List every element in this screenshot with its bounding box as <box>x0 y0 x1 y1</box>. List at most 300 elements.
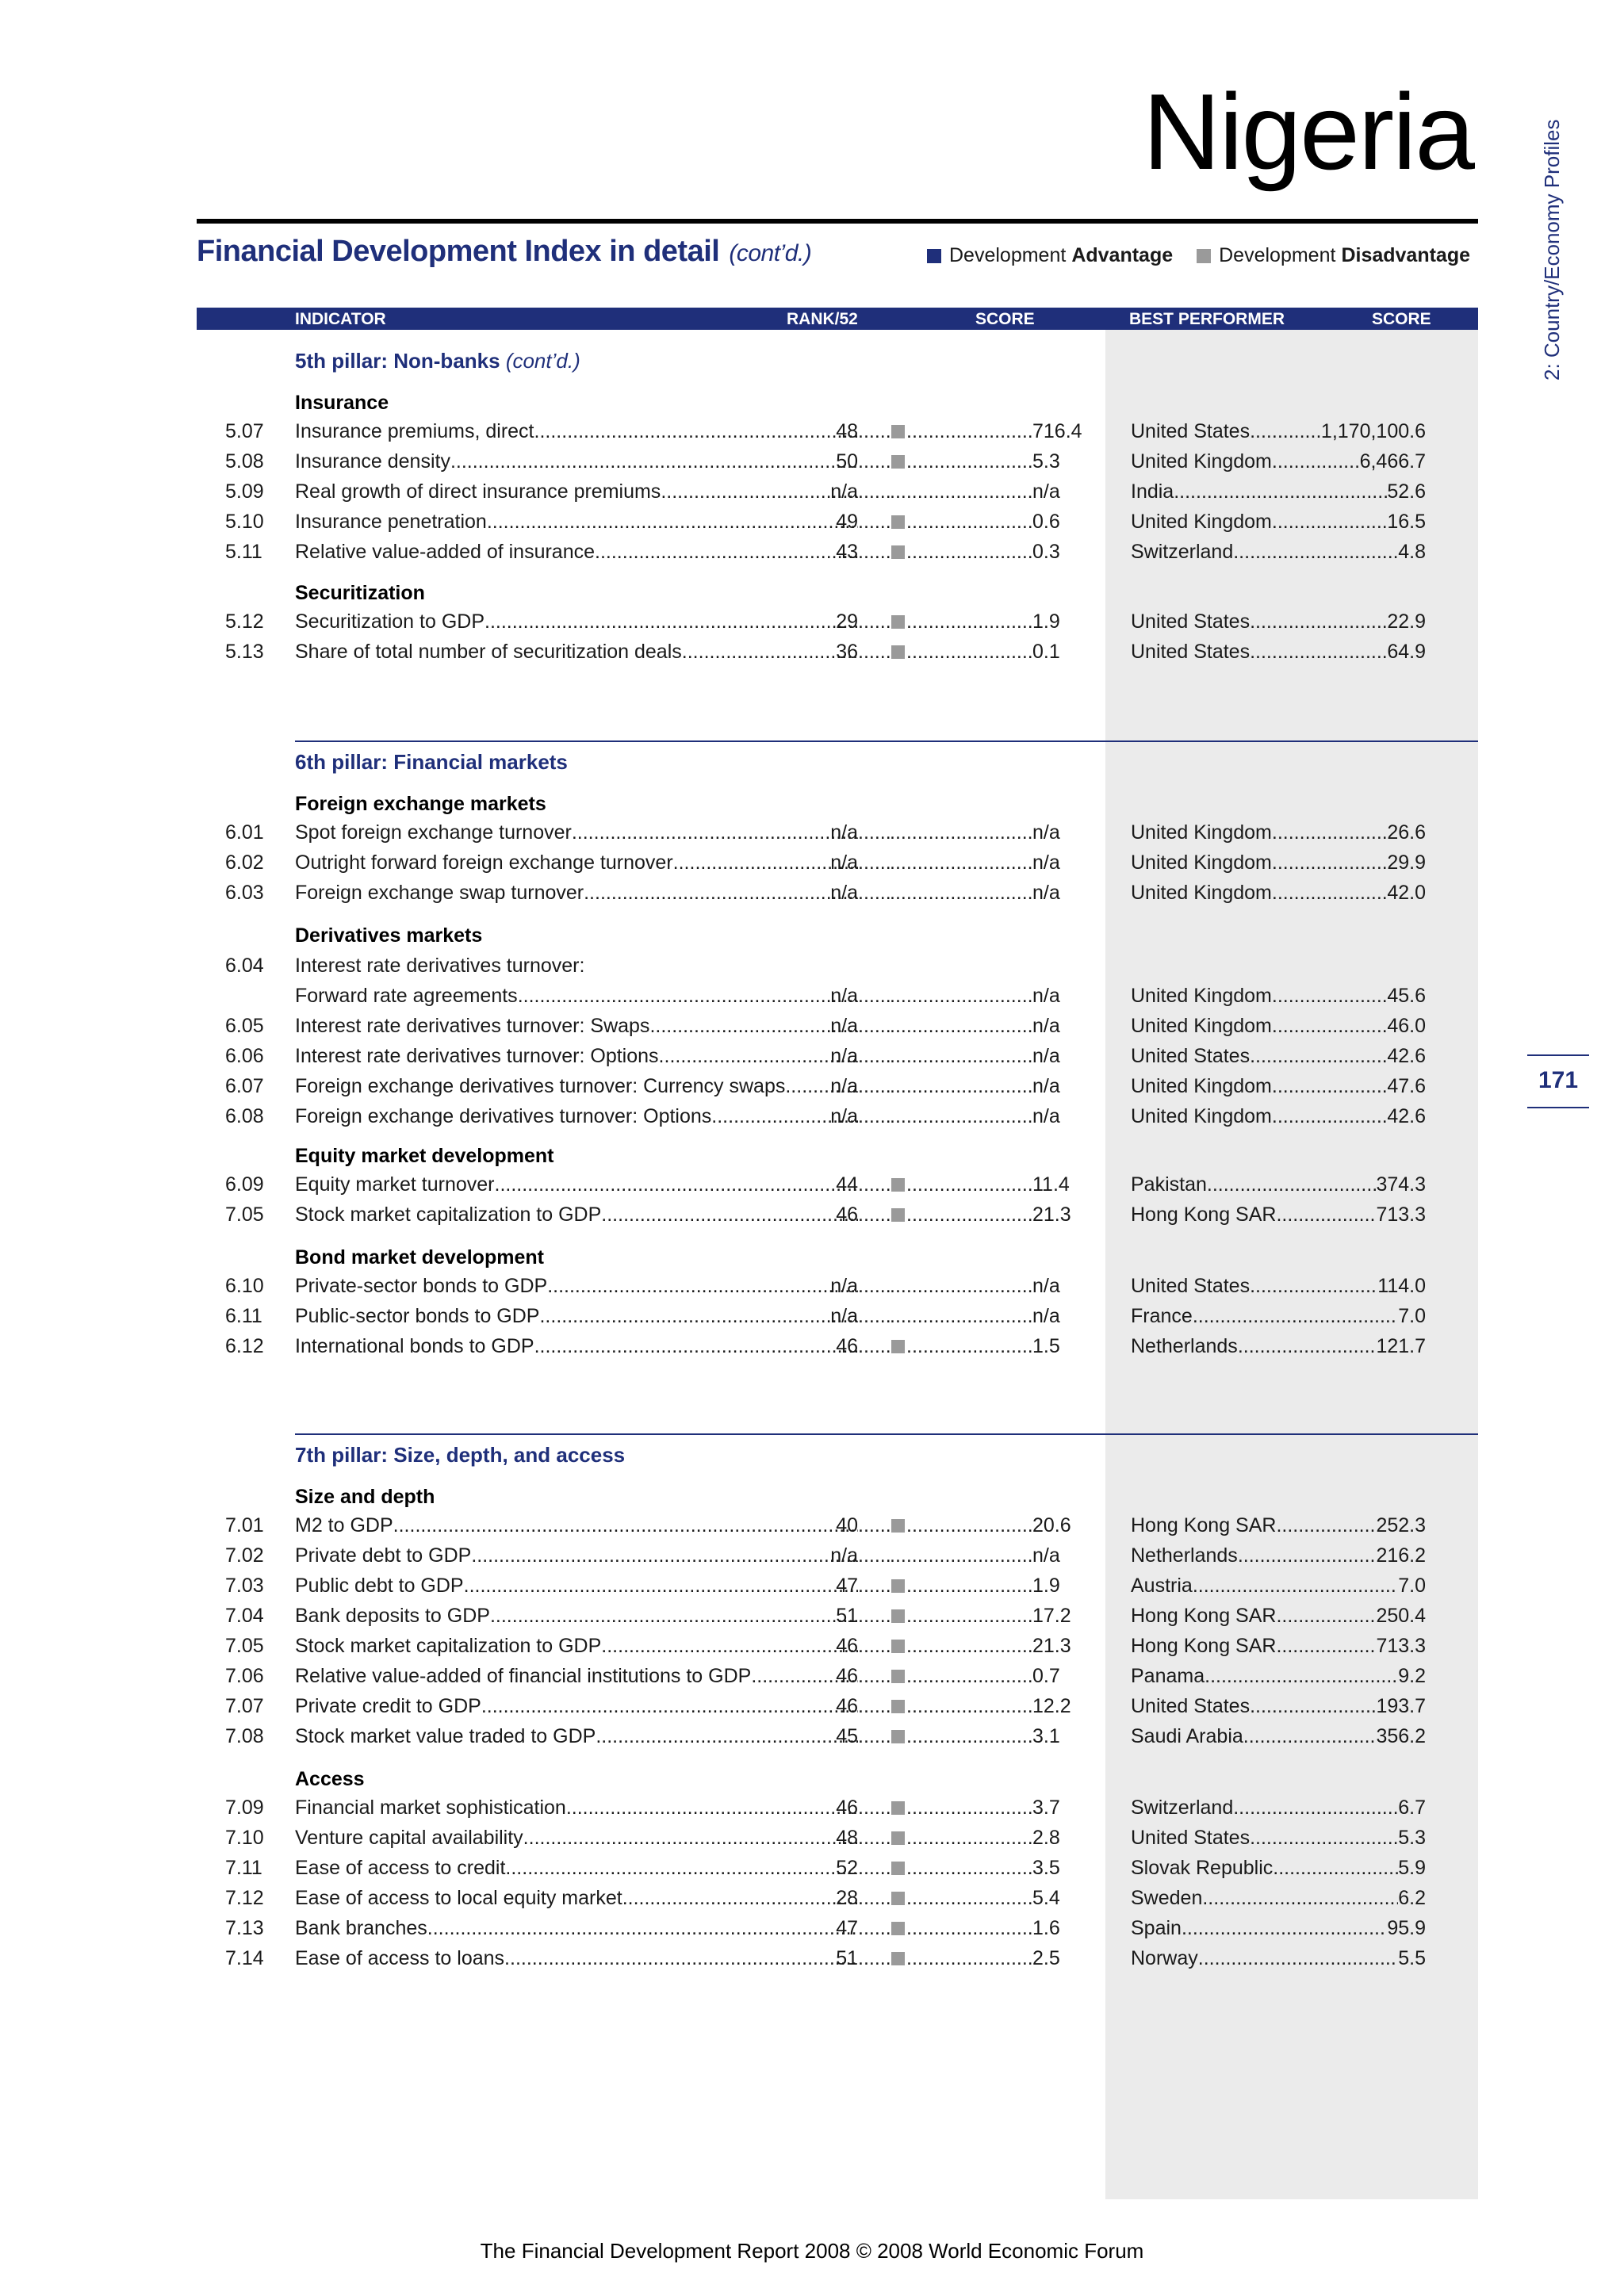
leader-dots <box>1243 1725 1377 1748</box>
rank-value: 36 <box>836 641 858 663</box>
row-indicator <box>295 420 858 443</box>
leader-dots <box>1250 1275 1377 1298</box>
row-indicator <box>295 1725 858 1748</box>
legend <box>903 244 1470 267</box>
leader-dots <box>906 420 1032 443</box>
leader-dots <box>906 450 1032 473</box>
disadvantage-square-icon <box>891 1952 905 1965</box>
leader-dots <box>1272 1075 1387 1098</box>
best-performer-name: United States <box>1131 1045 1251 1067</box>
leader-dots <box>906 1827 1032 1850</box>
leader-dots <box>890 1045 1032 1068</box>
leader-dots <box>1272 882 1387 905</box>
indicator-label: Interest rate derivatives turnover: Swaps <box>295 1015 650 1037</box>
leader-dots <box>858 641 890 664</box>
leader-dots <box>1250 1695 1376 1718</box>
row-indicator-bar <box>858 1827 1032 1850</box>
leader-dots <box>1233 541 1398 564</box>
leader-dots <box>858 1797 890 1820</box>
row-number: 6.02 <box>225 851 264 874</box>
row-indicator-bar <box>858 1947 1032 1970</box>
leader-dots <box>906 511 1032 534</box>
header-best-performer: BEST PERFORMER <box>1129 310 1285 328</box>
rank-value: 49 <box>836 511 858 533</box>
row-score: n/a <box>1032 1305 1060 1327</box>
section-title-cont: (cont’d.) <box>729 240 812 266</box>
leader-dots <box>601 1203 858 1226</box>
row-indicator-bar <box>858 1203 1032 1226</box>
best-performer-score: 121.7 <box>1376 1335 1426 1357</box>
row-indicator <box>295 1203 858 1226</box>
rank-value: n/a <box>830 480 858 503</box>
leader-dots <box>534 1335 858 1358</box>
row-number: 6.08 <box>225 1105 264 1127</box>
pillar-title: 6th pillar: Financial markets <box>295 750 568 774</box>
best-performer <box>1131 1695 1426 1718</box>
best-performer-score: 216.2 <box>1376 1544 1426 1567</box>
row-indicator-bar <box>858 1335 1032 1358</box>
rank-value: 46 <box>836 1203 858 1226</box>
row-number: 7.08 <box>225 1725 264 1747</box>
row-number: 6.11 <box>225 1305 262 1327</box>
row-indicator <box>295 1335 858 1358</box>
leader-dots <box>1174 480 1387 503</box>
header-rank: RANK/52 <box>787 310 858 328</box>
leader-dots <box>518 985 858 1008</box>
row-indicator-bar <box>858 985 1032 1008</box>
leader-dots <box>890 985 1032 1008</box>
section-title-text: Financial Development Index in detail <box>197 235 720 268</box>
best-performer-score: 356.2 <box>1376 1725 1426 1747</box>
leader-dots <box>858 1635 890 1658</box>
best-performer-score: 95.9 <box>1387 1917 1426 1939</box>
best-performer <box>1131 1635 1426 1658</box>
row-indicator <box>295 1827 858 1850</box>
subheading: Foreign exchange markets <box>295 793 546 815</box>
row-indicator <box>295 450 858 473</box>
leader-dots <box>566 1797 858 1820</box>
best-performer <box>1131 1045 1426 1068</box>
rank-value: n/a <box>830 821 858 844</box>
best-performer <box>1131 1947 1426 1970</box>
row-number: 5.07 <box>225 420 264 442</box>
best-performer <box>1131 1827 1426 1850</box>
leader-dots <box>1272 511 1387 534</box>
best-performer-name: Switzerland <box>1131 1797 1234 1819</box>
best-performer-name: Switzerland <box>1131 541 1234 563</box>
disadvantage-square-icon <box>891 1730 905 1743</box>
subheading: Securitization <box>295 582 425 604</box>
leader-dots <box>906 1203 1032 1226</box>
rank-value: 45 <box>836 1725 858 1747</box>
row-number: 5.11 <box>225 541 262 563</box>
leader-dots <box>906 1725 1032 1748</box>
row-number: 7.07 <box>225 1695 264 1717</box>
best-performer <box>1131 1917 1426 1940</box>
best-performer-score: 52.6 <box>1387 480 1426 503</box>
leader-dots <box>1276 1514 1376 1537</box>
row-indicator-bar <box>858 1725 1032 1748</box>
leader-dots <box>858 1857 890 1880</box>
row-indicator-bar <box>858 1544 1032 1567</box>
rank-value: 48 <box>836 1827 858 1849</box>
disadvantage-square-icon <box>891 1579 905 1593</box>
best-performer-name: Pakistan <box>1131 1173 1207 1196</box>
leader-dots <box>890 1105 1032 1128</box>
leader-dots <box>1273 1857 1398 1880</box>
row-indicator <box>295 1173 858 1196</box>
disadvantage-square-icon <box>891 1670 905 1683</box>
best-performer-name: Hong Kong SAR <box>1131 1605 1277 1627</box>
best-performer-score: 6.2 <box>1398 1887 1426 1909</box>
best-performer-name: India <box>1131 480 1174 503</box>
row-number: 7.13 <box>225 1917 264 1939</box>
pillar-rule <box>295 1433 1478 1435</box>
leader-dots <box>1276 1635 1376 1658</box>
leader-dots <box>906 1917 1032 1940</box>
disadvantage-square-icon <box>891 515 905 529</box>
row-indicator-bar <box>858 641 1032 664</box>
row-indicator-bar <box>858 1887 1032 1910</box>
indicator-label: Ease of access to local equity market <box>295 1887 622 1909</box>
indicator-label: Share of total number of securitization deals <box>295 641 682 663</box>
best-performer <box>1131 1887 1426 1910</box>
leader-dots <box>649 1015 858 1038</box>
leader-dots <box>858 1917 890 1940</box>
best-performer-name: United Kingdom <box>1131 882 1272 904</box>
leader-dots <box>858 1105 890 1128</box>
best-performer <box>1131 1275 1426 1298</box>
leader-dots <box>450 450 858 473</box>
best-performer-name: Slovak Republic <box>1131 1857 1274 1879</box>
leader-dots <box>858 1725 890 1748</box>
row-score: 1.5 <box>1032 1335 1060 1357</box>
row-number: 6.07 <box>225 1075 264 1097</box>
row-indicator <box>295 1275 858 1298</box>
row-indicator-bar <box>858 450 1032 473</box>
row-indicator <box>295 1105 858 1128</box>
row-number: 7.06 <box>225 1665 264 1687</box>
row-indicator <box>295 1695 858 1718</box>
leader-dots <box>890 882 1032 905</box>
indicator-label: Venture capital availability <box>295 1827 523 1849</box>
disadvantage-square-icon <box>1197 249 1211 263</box>
page-number-rule-bottom <box>1527 1107 1589 1108</box>
indicator-label: Private credit to GDP <box>295 1695 481 1717</box>
leader-dots <box>858 541 890 564</box>
indicator-label: Relative value-added of insurance <box>295 541 596 563</box>
row-score: n/a <box>1032 480 1060 503</box>
leader-dots <box>906 610 1032 633</box>
best-performer <box>1131 1173 1426 1196</box>
pillar-heading <box>295 1443 625 1468</box>
row-indicator <box>295 1514 858 1537</box>
best-performer-score: 29.9 <box>1387 851 1426 874</box>
row-number: 6.09 <box>225 1173 264 1196</box>
top-rule <box>197 219 1478 224</box>
indicator-label: Insurance penetration <box>295 511 487 533</box>
leader-dots <box>858 450 890 473</box>
legend-advantage <box>927 244 1173 267</box>
disadvantage-square-icon <box>891 645 905 659</box>
leader-dots <box>858 1203 890 1226</box>
best-performer <box>1131 1665 1426 1688</box>
row-number: 6.12 <box>225 1335 264 1357</box>
rank-value: n/a <box>830 1305 858 1327</box>
row-score: 3.1 <box>1032 1725 1060 1747</box>
leader-dots <box>1193 1305 1398 1328</box>
pillar-heading <box>295 349 580 373</box>
best-performer-name: United States <box>1131 641 1251 663</box>
subheading: Equity market development <box>295 1145 554 1167</box>
leader-dots <box>523 1827 858 1850</box>
best-performer-name: Panama <box>1131 1665 1205 1687</box>
row-score: n/a <box>1032 1015 1060 1037</box>
indicator-label: Stock market capitalization to GDP <box>295 1635 602 1657</box>
rank-value: n/a <box>830 1105 858 1127</box>
rank-value: n/a <box>830 985 858 1007</box>
best-performer <box>1131 851 1426 874</box>
row-score: n/a <box>1032 1544 1060 1567</box>
row-number: 7.14 <box>225 1947 264 1969</box>
leader-dots <box>682 641 858 664</box>
row-score: 716.4 <box>1032 420 1082 442</box>
row-number: 6.05 <box>225 1015 264 1037</box>
disadvantage-square-icon <box>891 1178 905 1192</box>
leader-dots <box>1272 821 1387 844</box>
leader-dots <box>858 1827 890 1850</box>
rank-value: 50 <box>836 450 858 473</box>
disadvantage-square-icon <box>891 1831 905 1845</box>
rank-value: 46 <box>836 1635 858 1657</box>
section-title <box>197 235 811 269</box>
indicator-label: Bank deposits to GDP <box>295 1605 490 1627</box>
best-performer-score: 1,170,100.6 <box>1320 420 1426 442</box>
row-number: 7.05 <box>225 1635 264 1657</box>
best-performer-score: 16.5 <box>1387 511 1426 533</box>
leader-dots <box>622 1887 858 1910</box>
leader-dots <box>890 1075 1032 1098</box>
leader-dots <box>1272 1105 1387 1128</box>
row-indicator <box>295 1045 858 1068</box>
leader-dots <box>858 1275 890 1298</box>
row-score: 5.4 <box>1032 1887 1060 1909</box>
row-indicator-bar <box>858 420 1032 443</box>
best-performer <box>1131 1105 1426 1128</box>
leader-dots <box>1193 1575 1398 1598</box>
leader-dots <box>1207 1173 1377 1196</box>
best-performer-name: Saudi Arabia <box>1131 1725 1243 1747</box>
row-indicator <box>295 1887 858 1910</box>
leader-dots <box>858 1514 890 1537</box>
best-performer <box>1131 985 1426 1008</box>
leader-dots <box>490 1605 858 1628</box>
leader-dots <box>858 1075 890 1098</box>
row-indicator <box>295 1797 858 1820</box>
row-indicator-bar <box>858 851 1032 874</box>
row-number: 7.10 <box>225 1827 264 1849</box>
leader-dots <box>1250 420 1321 443</box>
leader-dots <box>1272 450 1360 473</box>
row-score: 21.3 <box>1032 1203 1071 1226</box>
row-number: 7.01 <box>225 1514 264 1536</box>
row-number: 5.08 <box>225 450 264 473</box>
leader-dots <box>572 821 858 844</box>
best-performer-score: 6.7 <box>1398 1797 1426 1819</box>
rank-value: 51 <box>836 1605 858 1627</box>
disadvantage-square-icon <box>891 1640 905 1653</box>
row-indicator <box>295 1635 858 1658</box>
rank-value: 44 <box>836 1173 858 1196</box>
leader-dots <box>495 1173 859 1196</box>
leader-dots <box>890 1544 1032 1567</box>
rank-value: 40 <box>836 1514 858 1536</box>
leader-dots <box>584 882 858 905</box>
row-indicator-bar <box>858 1917 1032 1940</box>
indicator-label: Stock market capitalization to GDP <box>295 1203 602 1226</box>
indicator-label: Spot foreign exchange turnover <box>295 821 572 844</box>
row-number: 7.02 <box>225 1544 264 1567</box>
best-performer-score: 252.3 <box>1376 1514 1426 1536</box>
best-performer-name: United Kingdom <box>1131 851 1272 874</box>
best-performer <box>1131 1544 1426 1567</box>
row-indicator-bar <box>858 1075 1032 1098</box>
best-performer <box>1131 420 1426 443</box>
row-indicator <box>295 985 858 1008</box>
best-performer <box>1131 1575 1426 1598</box>
rank-value: n/a <box>830 882 858 904</box>
row-indicator-bar <box>858 1695 1032 1718</box>
row-indicator-bar <box>858 610 1032 633</box>
row-indicator-bar <box>858 1605 1032 1628</box>
disadvantage-square-icon <box>891 1862 905 1875</box>
leader-dots <box>1250 610 1387 633</box>
row-indicator-bar <box>858 1173 1032 1196</box>
disadvantage-square-icon <box>891 1609 905 1623</box>
leader-dots <box>1272 1015 1387 1038</box>
row-indicator-bar <box>858 1015 1032 1038</box>
indicator-label: Ease of access to credit <box>295 1857 506 1879</box>
best-performer-name: United States <box>1131 1275 1251 1297</box>
leader-dots <box>595 541 858 564</box>
best-performer-name: United States <box>1131 420 1251 442</box>
row-number: 5.10 <box>225 511 264 533</box>
best-performer-score: 713.3 <box>1376 1635 1426 1657</box>
leader-dots <box>906 1947 1032 1970</box>
best-performer-score: 7.0 <box>1398 1575 1426 1597</box>
best-performer-name: United States <box>1131 1695 1251 1717</box>
leader-dots <box>1250 1045 1387 1068</box>
leader-dots <box>906 1665 1032 1688</box>
row-indicator <box>295 1605 858 1628</box>
best-performer <box>1131 641 1426 664</box>
best-performer-score: 42.0 <box>1387 882 1426 904</box>
row-score: 12.2 <box>1032 1695 1071 1717</box>
row-indicator <box>295 480 858 503</box>
best-performer-name: United Kingdom <box>1131 1105 1272 1127</box>
row-indicator-bar <box>858 1105 1032 1128</box>
row-score: n/a <box>1032 821 1060 844</box>
row-score: 21.3 <box>1032 1635 1071 1657</box>
row-number: 7.04 <box>225 1605 264 1627</box>
best-performer-name: Hong Kong SAR <box>1131 1635 1277 1657</box>
row-indicator-bar <box>858 1665 1032 1688</box>
pillar-heading <box>295 750 568 775</box>
best-performer <box>1131 1725 1426 1748</box>
leader-dots <box>906 1575 1032 1598</box>
leader-dots <box>547 1275 858 1298</box>
indicator-label: Public debt to GDP <box>295 1575 464 1597</box>
leader-dots <box>906 1887 1032 1910</box>
indicator-label: Ease of access to loans <box>295 1947 505 1969</box>
best-performer-name: Netherlands <box>1131 1335 1238 1357</box>
leader-dots <box>858 1695 890 1718</box>
row-score: 11.4 <box>1032 1173 1070 1196</box>
rank-value: 46 <box>836 1695 858 1717</box>
best-performer <box>1131 1075 1426 1098</box>
rank-value: 46 <box>836 1665 858 1687</box>
leader-dots <box>505 1857 858 1880</box>
indicator-label: Financial market sophistication <box>295 1797 566 1819</box>
rank-value: 46 <box>836 1797 858 1819</box>
page-number: 171 <box>1538 1067 1579 1093</box>
legend-disadvantage <box>1197 244 1470 267</box>
indicator-label: M2 to GDP <box>295 1514 393 1536</box>
indicator-label: Private-sector bonds to GDP <box>295 1275 548 1297</box>
row-number: 5.12 <box>225 610 264 633</box>
indicator-label: International bonds to GDP <box>295 1335 534 1357</box>
leader-dots <box>858 480 890 503</box>
rank-value: n/a <box>830 1275 858 1297</box>
leader-dots <box>858 1544 890 1567</box>
advantage-square-icon <box>927 249 941 263</box>
leader-dots <box>487 511 858 534</box>
indicator-label: Securitization to GDP <box>295 610 485 633</box>
leader-dots <box>471 1544 858 1567</box>
row-number: 6.06 <box>225 1045 264 1067</box>
leader-dots <box>1238 1544 1377 1567</box>
best-performer-score: 45.6 <box>1387 985 1426 1007</box>
best-performer-name: Hong Kong SAR <box>1131 1203 1277 1226</box>
subheading: Insurance <box>295 392 389 414</box>
best-performer-name: France <box>1131 1305 1193 1327</box>
rank-value: n/a <box>830 1075 858 1097</box>
best-performer <box>1131 511 1426 534</box>
pillar-title: 5th pillar: Non-banks <box>295 349 500 373</box>
leader-dots <box>858 821 890 844</box>
leader-dots <box>659 1045 858 1068</box>
row-score: 0.7 <box>1032 1665 1060 1687</box>
leader-dots <box>906 1335 1032 1358</box>
disadvantage-square-icon <box>891 1801 905 1815</box>
leader-dots <box>858 1015 890 1038</box>
leader-dots <box>890 851 1032 874</box>
row-score: 1.9 <box>1032 610 1060 633</box>
leader-dots <box>858 985 890 1008</box>
best-performer <box>1131 1514 1426 1537</box>
leader-dots <box>890 480 1032 503</box>
row-number: 6.01 <box>225 821 264 844</box>
row-score: 1.9 <box>1032 1575 1060 1597</box>
indicator-label: Foreign exchange derivatives turnover: Currency swaps <box>295 1075 786 1097</box>
row-score: 17.2 <box>1032 1605 1071 1627</box>
best-performer-name: Austria <box>1131 1575 1193 1597</box>
best-performer-name: United Kingdom <box>1131 450 1272 473</box>
header-indicator: INDICATOR <box>295 310 386 328</box>
indicator-label: Interest rate derivatives turnover: Options <box>295 1045 659 1067</box>
best-performer-score: 9.2 <box>1398 1665 1426 1687</box>
best-performer-score: 22.9 <box>1387 610 1426 633</box>
